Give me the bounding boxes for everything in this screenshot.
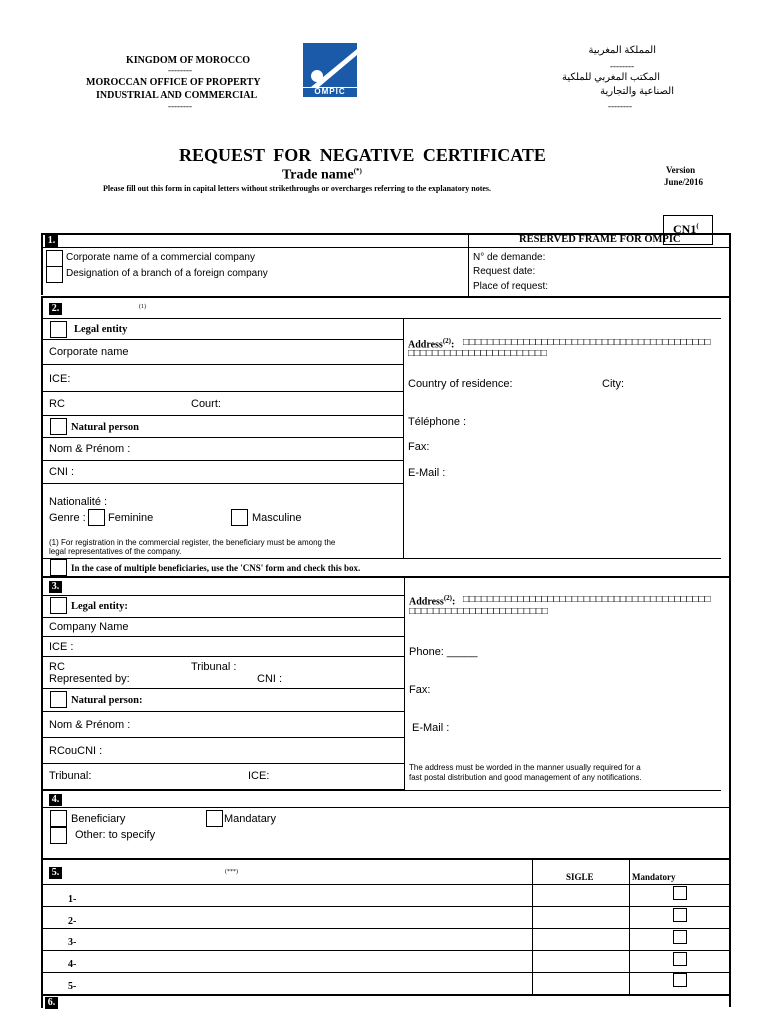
footnote-line-2: legal representatives of the company. <box>49 547 182 556</box>
header-separator: -------- <box>168 101 192 111</box>
beneficiary-checkbox[interactable] <box>50 810 67 827</box>
fax-label: Fax: <box>409 684 431 696</box>
tribunal-label: Tribunal : <box>191 661 237 673</box>
section-6-number: 6. <box>45 997 58 1009</box>
feminine-checkbox[interactable] <box>88 509 105 526</box>
phone-label: Phone: _____ <box>409 646 478 658</box>
country-label: Country of residence: <box>408 378 513 390</box>
divider <box>43 437 403 438</box>
divider <box>41 247 729 248</box>
divider <box>43 656 404 657</box>
cni-label: CNI : <box>257 673 283 685</box>
section-4-number: 4. <box>49 794 62 806</box>
nationalite-label: Nationalité : <box>49 496 108 508</box>
header-office: MOROCCAN OFFICE OF PROPERTY <box>86 77 261 88</box>
name-row-4-label: 4- <box>68 959 77 970</box>
form-title: REQUEST FOR NEGATIVE CERTIFICATE <box>179 145 546 165</box>
feminine-label: Feminine <box>108 512 154 524</box>
divider <box>43 807 729 808</box>
divider <box>43 737 404 738</box>
natural-person-label: Natural person <box>71 422 139 433</box>
address-label: Address$^{(2)}$: <box>409 594 456 608</box>
mandatory-checkbox-2[interactable] <box>673 908 687 922</box>
divider <box>41 994 730 996</box>
city-label: City: <box>602 378 624 390</box>
section-5-note-mark: (***) <box>225 869 238 875</box>
divider <box>629 859 630 995</box>
name-row-3-label: 3- <box>68 937 77 948</box>
divider <box>43 906 729 907</box>
divider <box>43 483 403 484</box>
logo-text: OMPIC <box>314 87 346 96</box>
address-input-boxes-line-2[interactable]: □□□□□□□□□□□□□□□□□□□□□□□ <box>409 606 548 617</box>
rc-label: RC <box>49 398 65 410</box>
request-place-label: Place of request: <box>473 281 549 292</box>
ice-label: ICE : <box>49 641 74 653</box>
header-arabic-kingdom: المملكة المغربية <box>588 45 656 56</box>
divider <box>43 318 721 319</box>
address-label: Address$^{(2)}$: <box>408 337 455 351</box>
natural-person-checkbox[interactable] <box>50 691 67 708</box>
divider <box>41 296 43 1008</box>
reserved-frame-title: RESERVED FRAME FOR OMPIC <box>519 234 681 245</box>
divider <box>468 234 469 297</box>
divider <box>43 595 404 596</box>
divider <box>43 763 404 764</box>
rcoucni-label: RCouCNI : <box>49 745 103 757</box>
name-row-1-label: 1- <box>68 894 77 905</box>
divider <box>43 364 403 365</box>
address-note-line-2: fast postal distribution and good management of any notifications. <box>409 773 642 782</box>
form-subtitle: Trade name(*) <box>282 167 362 183</box>
address-input-boxes[interactable]: □□□□□□□□□□□□□□□□□□□□□□□□□□□□□□□□□□□□□□□□□ <box>463 337 711 348</box>
divider <box>41 233 43 295</box>
address-input-boxes-line-2[interactable]: □□□□□□□□□□□□□□□□□□□□□□□ <box>408 348 547 359</box>
header-industrial: INDUSTRIAL AND COMMERCIAL <box>96 90 258 101</box>
divider <box>532 859 533 995</box>
mandatory-checkbox-1[interactable] <box>673 886 687 900</box>
divider <box>43 688 404 689</box>
divider <box>41 858 730 860</box>
form-code: CN1( <box>673 222 699 236</box>
divider <box>729 233 731 1007</box>
legal-entity-label: Legal entity: <box>71 601 128 612</box>
header-arabic-office: المكتب المغربي للملكية <box>562 72 660 83</box>
request-date-label: Request date: <box>473 266 536 277</box>
option-branch-label: Designation of a branch of a foreign company <box>66 268 268 279</box>
natural-person-checkbox[interactable] <box>50 418 67 435</box>
corporate-name-label: Corporate name <box>49 346 129 358</box>
tribunal-label: Tribunal: <box>49 770 92 782</box>
footnote-line-1: (1) For registration in the commercial register, the beneficiary must be among the <box>49 538 336 547</box>
name-row-2-label: 2- <box>68 916 77 927</box>
divider <box>43 558 721 559</box>
natural-person-label: Natural person: <box>71 695 143 706</box>
divider <box>43 415 403 416</box>
address-input-boxes[interactable]: □□□□□□□□□□□□□□□□□□□□□□□□□□□□□□□□□□□□□□□□□ <box>463 594 711 605</box>
version-label: Version <box>666 165 696 175</box>
header-arabic-industrial: الصناعية والتجارية <box>600 86 674 97</box>
divider <box>43 460 403 461</box>
ice-label: ICE: <box>49 373 71 385</box>
option-corporate-name-checkbox[interactable] <box>46 250 63 267</box>
header-separator: -------- <box>608 101 632 111</box>
divider <box>43 339 403 340</box>
divider <box>43 636 404 637</box>
telephone-label: Téléphone : <box>408 416 467 428</box>
section-2-note-mark: (1) <box>139 304 146 310</box>
divider <box>404 577 405 790</box>
nom-prenom-label: Nom & Prénom : <box>49 719 131 731</box>
genre-label: Genre : <box>49 512 86 524</box>
multiple-beneficiaries-label: In the case of multiple beneficiaries, use the 'CNS' form and check this box. <box>71 563 361 573</box>
section-2-number: 2. <box>49 303 62 315</box>
divider <box>43 617 404 618</box>
section-1-number: 1. <box>45 235 58 247</box>
section-5-number: 5. <box>49 867 62 879</box>
header-kingdom: KINGDOM OF MOROCCO <box>126 55 251 66</box>
divider <box>43 950 729 951</box>
masculine-label: Masculine <box>252 512 302 524</box>
form-instructions: Please fill out this form in capital letters without strikethroughs or overcharges referring to the explanatory notes. <box>103 184 492 193</box>
divider <box>41 296 730 298</box>
sigle-column-header: SIGLE <box>566 872 594 882</box>
option-branch-checkbox[interactable] <box>46 266 63 283</box>
header-separator: -------- <box>168 65 192 75</box>
masculine-checkbox[interactable] <box>231 509 248 526</box>
company-name-label: Company Name <box>49 621 129 633</box>
divider <box>43 711 404 712</box>
address-note-line-1: The address must be worded in the manner usually required for a <box>409 763 641 772</box>
ompic-logo <box>303 43 357 97</box>
mandatory-checkbox-4[interactable] <box>673 952 687 966</box>
rc-label: RC <box>49 661 65 673</box>
legal-entity-checkbox[interactable] <box>50 597 67 614</box>
email-label: E-Mail : <box>408 467 446 479</box>
name-row-5-label: 5- <box>68 981 77 992</box>
multiple-beneficiaries-checkbox[interactable] <box>50 559 67 576</box>
divider <box>43 790 721 791</box>
email-label: E-Mail : <box>412 722 450 734</box>
mandatary-label: Mandatary <box>224 813 276 825</box>
court-label: Court: <box>191 398 221 410</box>
divider <box>43 884 729 885</box>
section-3-number: 3. <box>49 581 62 593</box>
mandatary-checkbox[interactable] <box>206 810 223 827</box>
version-date: June/2016 <box>664 177 704 187</box>
mandatory-checkbox-5[interactable] <box>673 973 687 987</box>
cni-label: CNI : <box>49 466 75 478</box>
option-corporate-name-label: Corporate name of a commercial company <box>66 252 255 263</box>
ice-label: ICE: <box>248 770 270 782</box>
request-number-label: N° de demande: <box>473 252 546 263</box>
divider <box>43 928 729 929</box>
divider <box>43 972 729 973</box>
represented-by-label: Represented by: <box>49 673 130 685</box>
divider <box>41 576 730 578</box>
beneficiary-label: Beneficiary <box>71 813 126 825</box>
mandatory-column-header: Mandatory <box>632 872 676 882</box>
legal-entity-label: Legal entity <box>74 324 128 335</box>
fax-label: Fax: <box>408 441 430 453</box>
divider <box>43 391 403 392</box>
other-checkbox[interactable] <box>50 827 67 844</box>
other-label: Other: to specify <box>75 829 156 841</box>
mandatory-checkbox-3[interactable] <box>673 930 687 944</box>
divider <box>403 318 404 558</box>
legal-entity-checkbox[interactable] <box>50 321 67 338</box>
header-separator: -------- <box>610 61 634 71</box>
nom-prenom-label: Nom & Prénom : <box>49 443 131 455</box>
